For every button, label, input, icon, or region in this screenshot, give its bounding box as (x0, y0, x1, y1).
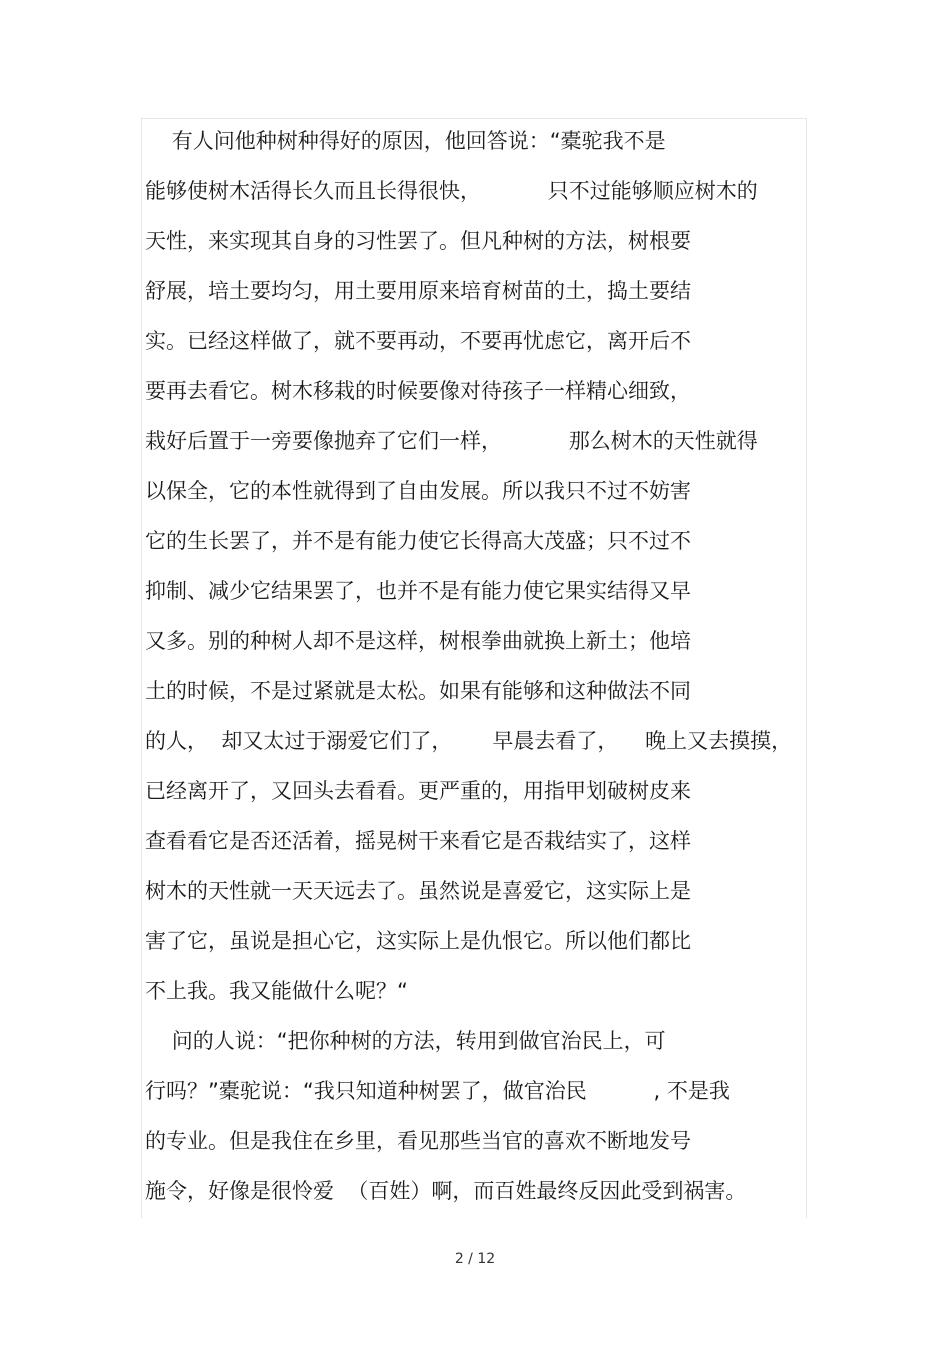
text-line: 天性，来实现其自身的习性罢了。但凡种树的方法，树根要 (145, 229, 691, 253)
text-line: 已经离开了，又回头去看看。更严重的，用指甲划破树皮来 (145, 779, 691, 803)
text-line: 实。已经这样做了，就不要再动，不要再忧虑它，离开后不 (145, 329, 691, 353)
text-line: 抑制、减少它结果罢了，也并不是有能力使它果实结得又早 (145, 579, 691, 603)
text-line: 能够使树木活得长久而且长得很快， 只不过能够顺应树木的 (145, 179, 758, 203)
text-line: 的人， 却又太过于溺爱它们了， 早晨去看了， 晚上又去摸摸， (145, 729, 793, 753)
text-line: 的专业。但是我住在乡里，看见那些当官的喜欢不断地发号 (145, 1129, 691, 1153)
text-line: 害了它，虽说是担心它，这实际上是仇恨它。所以他们都比 (145, 929, 691, 953)
text-line: 不上我。我又能做什么呢？“ (145, 979, 408, 1003)
text-line: 有人问他种树种得好的原因，他回答说：“橐驼我不是 (145, 129, 666, 153)
text-body (145, 124, 795, 1224)
text-line: 又多。别的种树人却不是这样，树根拳曲就换上新土；他培 (145, 629, 691, 653)
text-line: 施令，好像是很怜爱 （百姓）啊，而百姓最终反因此受到祸害。 (145, 1179, 747, 1203)
text-line: 行吗？”橐驼说：“我只知道种树罢了，做官治民 , 不是我 (145, 1079, 730, 1103)
text-line: 它的生长罢了，并不是有能力使它长得高大茂盛；只不过不 (145, 529, 691, 553)
text-line: 栽好后置于一旁要像抛弃了它们一样， 那么树木的天性就得 (145, 429, 758, 453)
page-number: 2 / 12 (454, 1251, 496, 1267)
text-line: 土的时候，不是过紧就是太松。如果有能够和这种做法不同 (145, 679, 691, 703)
text-line: 舒展，培土要均匀，用土要用原来培育树苗的土，捣土要结 (145, 279, 691, 303)
text-line: 问的人说：“把你种树的方法，转用到做官治民上，可 (145, 1029, 666, 1053)
text-line: 要再去看它。树木移栽的时候要像对待孩子一样精心细致， (145, 379, 691, 403)
text-line: 以保全，它的本性就得到了自由发展。所以我只不过不妨害 (145, 479, 691, 503)
text-line: 树木的天性就一天天远去了。虽然说是喜爱它，这实际上是 (145, 879, 691, 903)
text-line: 查看看它是否还活着，摇晃树干来看它是否栽结实了，这样 (145, 829, 691, 853)
